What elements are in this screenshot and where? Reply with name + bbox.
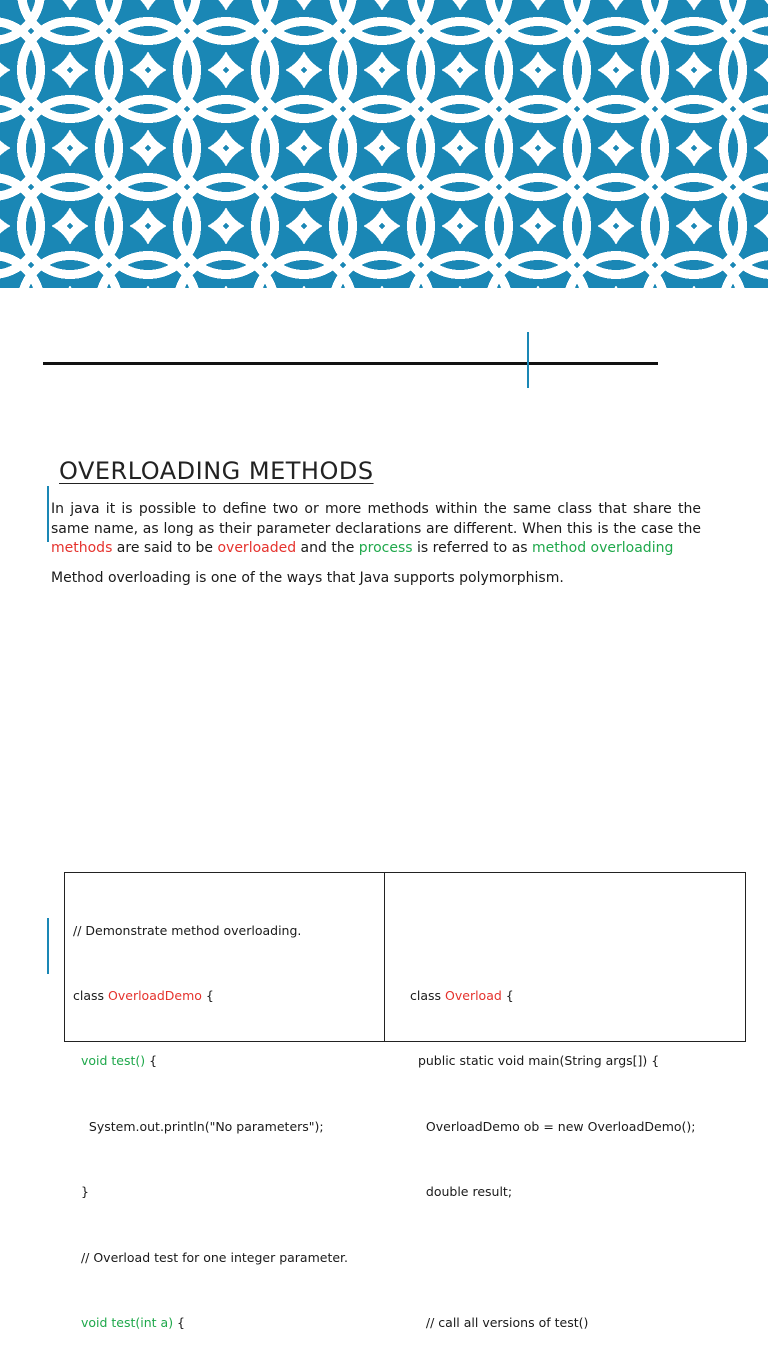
intro-text-4: is referred to as bbox=[412, 540, 533, 556]
code-accent-bar bbox=[47, 918, 49, 974]
code-line: } bbox=[73, 1184, 89, 1200]
slide-title: OVERLOADING METHODS bbox=[59, 457, 374, 485]
method-signature: void test(int a) bbox=[80, 1314, 174, 1330]
code-right-column bbox=[410, 876, 696, 1356]
code-line: // call all versions of test() bbox=[410, 1314, 589, 1330]
code-line: // Demonstrate method overloading. bbox=[73, 922, 302, 938]
method-signature: void test() bbox=[80, 1053, 146, 1069]
code-line: class OverloadDemo { bbox=[73, 987, 214, 1003]
code-line: public static void main(String args[]) { bbox=[410, 1053, 660, 1069]
code-line: class Overload { bbox=[410, 987, 514, 1003]
code-line: void test() { bbox=[80, 1053, 158, 1069]
code-line: void test(int a) { bbox=[80, 1314, 186, 1330]
decorative-pattern-banner bbox=[0, 0, 768, 288]
intro-text-3: and the bbox=[296, 540, 359, 556]
term-methods: methods bbox=[51, 540, 113, 556]
code-line: System.out.println("No parameters"); bbox=[73, 1118, 324, 1134]
code-line bbox=[410, 920, 696, 942]
horizontal-divider bbox=[43, 362, 658, 365]
paragraph-accent-bar bbox=[47, 486, 49, 542]
intro-text-2: are said to be bbox=[112, 540, 218, 556]
code-line: double result; bbox=[410, 1184, 513, 1200]
code-column-divider bbox=[384, 872, 385, 1042]
class-name-overloaddemo: OverloadDemo bbox=[108, 987, 202, 1003]
term-method-overloading: method overloading bbox=[532, 540, 674, 556]
code-line bbox=[410, 1247, 696, 1269]
code-line: OverloadDemo ob = new OverloadDemo(); bbox=[410, 1118, 696, 1134]
polymorphism-paragraph: Method overloading is one of the ways that Java supports polymorphism. bbox=[51, 570, 564, 586]
code-left-column bbox=[73, 876, 348, 1356]
code-line: // Overload test for one integer parameter. bbox=[73, 1249, 349, 1265]
term-overloaded: overloaded bbox=[217, 540, 297, 556]
term-process: process bbox=[358, 540, 413, 556]
accent-tick bbox=[527, 332, 529, 388]
intro-text: In java it is possible to define two or more methods within the same class that share the same name, as long as their parameter declarations are different. When this is the case the bbox=[51, 501, 701, 537]
class-name-overload: Overload bbox=[445, 987, 502, 1003]
intro-paragraph bbox=[51, 500, 701, 559]
